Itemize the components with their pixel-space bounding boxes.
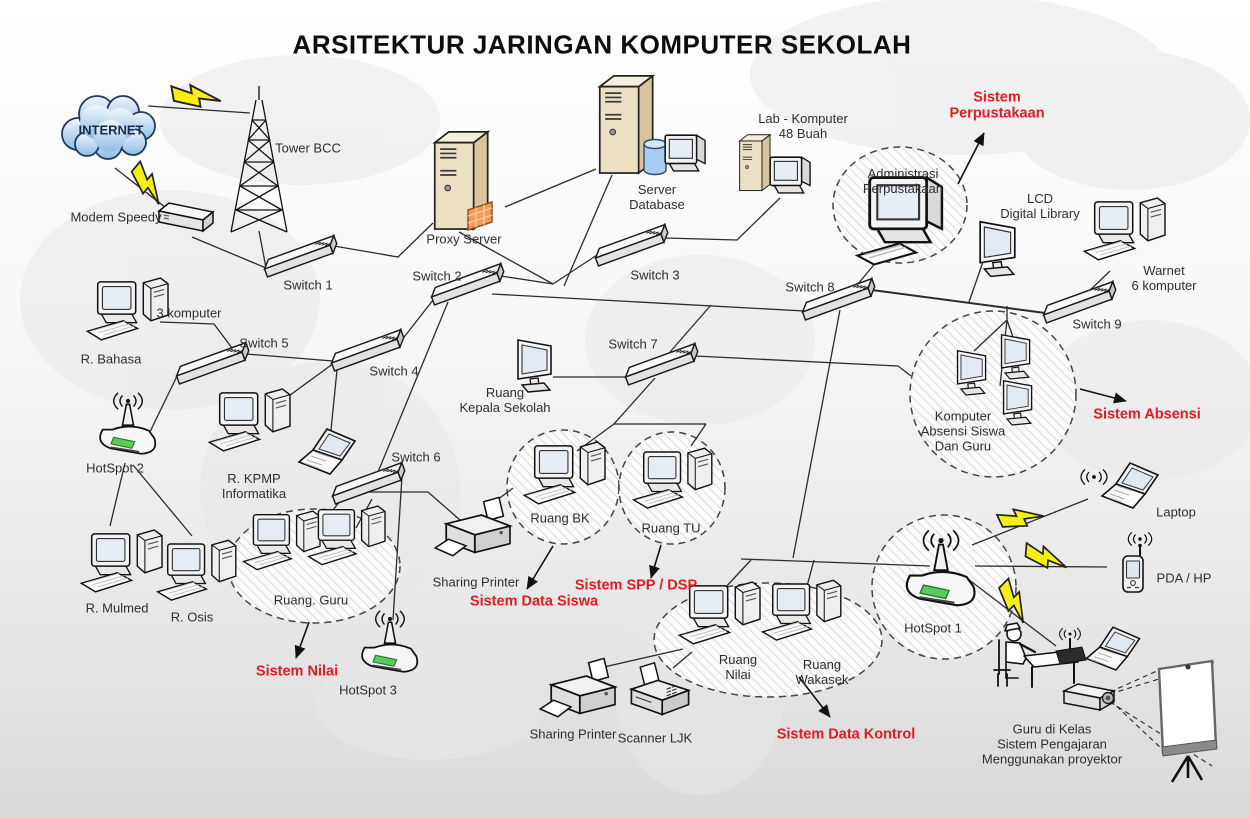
hotspot-3-label: HotSpot 3: [339, 682, 397, 698]
label-line: Warnet: [1143, 263, 1185, 278]
switch-7-label: Switch 7: [608, 336, 658, 352]
ruang-wakasek-label: [796, 657, 849, 687]
r-bahasa-label: R. Bahasa: [80, 351, 142, 367]
administrasi-perpustakaan-label: [863, 166, 943, 196]
r-mulmed-label: R. Mulmed: [85, 600, 149, 616]
label-line: 48 Buah: [778, 126, 828, 141]
label-line: R. KPMP: [227, 471, 281, 486]
label-line: Nilai: [725, 667, 751, 682]
server-database-label: [629, 182, 685, 212]
sistem-perpustakaan-label: [949, 91, 1044, 122]
hotspot-1-label: HotSpot 1: [904, 620, 962, 636]
sistem-spp-dsp-label: Sistem SPP / DSP: [574, 577, 698, 594]
pda-hp-label: PDA / HP: [1156, 570, 1212, 586]
ruang-guru-label: Ruang. Guru: [273, 592, 349, 608]
switch-6-label: Switch 6: [391, 449, 441, 465]
label-line: Administrasi: [867, 166, 939, 181]
ruang-nilai-label: [719, 652, 757, 682]
label-line: Menggunakan proyektor: [981, 751, 1123, 767]
label-line: Perpustakaan: [862, 181, 944, 196]
ruang-kepala-sekolah-label: [459, 385, 550, 415]
sharing-printer-2-label: Sharing Printer: [529, 726, 617, 742]
label-line: Ruang: [802, 657, 842, 672]
label-line: Database: [629, 197, 685, 212]
label-line: Komputer: [934, 408, 992, 424]
proxy-server-label: Proxy Server: [426, 231, 502, 247]
label-line: Kepala Sekolah: [459, 400, 551, 415]
ruang-tu-label: Ruang TU: [641, 520, 701, 536]
switch-9-label: Switch 9: [1072, 316, 1122, 332]
tiga-komputer-label: 3 komputer: [156, 305, 222, 321]
lab-komputer-label: [758, 111, 848, 141]
switch-8-label: Switch 8: [785, 279, 835, 295]
scanner-ljk-label: Scanner LJK: [617, 730, 693, 746]
label-line: Sistem: [973, 89, 1021, 106]
label-line: 6 komputer: [1131, 278, 1197, 293]
switch-3-label: Switch 3: [630, 267, 680, 283]
label-line: Dan Guru: [934, 438, 992, 454]
switch-1-label: Switch 1: [283, 277, 333, 293]
sistem-data-siswa-label: Sistem Data Siswa: [469, 593, 599, 610]
diagram-title: ARSITEKTUR JARINGAN KOMPUTER SEKOLAH: [292, 29, 912, 60]
lcd-digital-library-label: [1000, 191, 1079, 221]
label-line: Ruang: [485, 385, 525, 400]
label-line: Lab - Komputer: [758, 111, 848, 126]
sistem-nilai-label: Sistem Nilai: [255, 663, 339, 680]
laptop-label: Laptop: [1156, 504, 1196, 520]
switch-5-label: Switch 5: [239, 335, 289, 351]
label-line: Informatika: [221, 486, 287, 501]
guru-di-kelas-label: [982, 722, 1122, 767]
label-line: Guru di Kelas: [1012, 721, 1092, 737]
sistem-data-kontrol-label: Sistem Data Kontrol: [776, 726, 916, 743]
label-line: Ruang: [718, 652, 758, 667]
switch-4-label: Switch 4: [369, 363, 419, 379]
internet-label: INTERNET: [78, 122, 144, 138]
r-kpmp-label: [222, 471, 286, 501]
sharing-printer-1-label: Sharing Printer: [432, 574, 520, 590]
sistem-absensi-label: Sistem Absensi: [1093, 406, 1201, 423]
tower-bcc-label: Tower BCC: [275, 140, 341, 156]
r-osis-label: R. Osis: [170, 609, 214, 625]
hotspot-2-label: HotSpot 2: [86, 460, 144, 476]
label-line: Sistem Pengajaran: [997, 736, 1107, 752]
switch-2-label: Switch 2: [412, 268, 462, 284]
label-line: LCD: [1026, 191, 1054, 206]
warnet-label: [1131, 263, 1196, 293]
komputer-absensi-label: [921, 409, 1006, 454]
label-line: Digital Library: [1000, 206, 1080, 221]
label-line: Perpustakaan: [949, 105, 1045, 121]
label-line: Server: [637, 182, 677, 197]
modem-label: Modem Speedy: [70, 209, 162, 225]
ruang-bk-label: Ruang BK: [530, 510, 590, 526]
label-line: Wakasek: [795, 672, 849, 687]
label-line: Absensi Siswa: [920, 423, 1006, 439]
